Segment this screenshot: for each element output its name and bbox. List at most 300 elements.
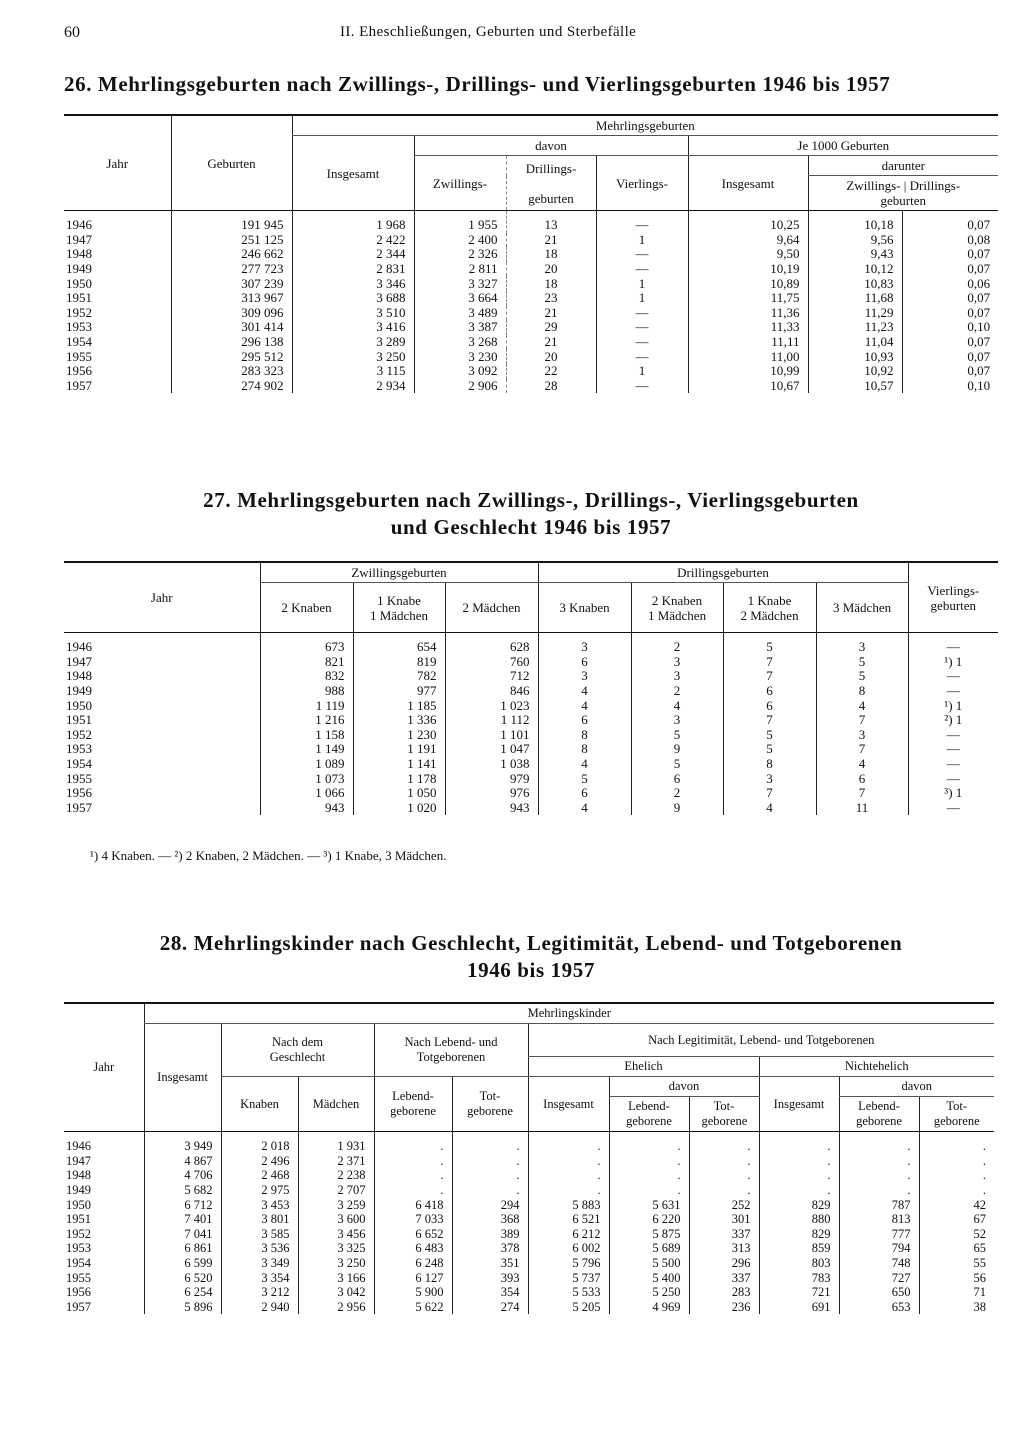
- table-row: [64, 757, 998, 772]
- value-cell: 313: [689, 1241, 759, 1256]
- table-row: [64, 349, 998, 364]
- col-header-davon-nichtehelich: davon: [839, 1077, 994, 1097]
- value-cell: 832: [260, 669, 353, 684]
- value-cell: 251 125: [171, 233, 292, 248]
- value-cell: 5 500: [609, 1256, 689, 1271]
- value-cell: 3 259: [298, 1197, 374, 1212]
- value-cell: 6: [538, 655, 631, 670]
- table-row: [64, 1285, 994, 1300]
- value-cell: 3 230: [414, 349, 506, 364]
- value-cell: ²) 1: [908, 713, 998, 728]
- value-cell: 6 712: [144, 1197, 221, 1212]
- value-cell: 1 185: [353, 698, 445, 713]
- value-cell: 9,56: [808, 233, 902, 248]
- value-cell: 11,33: [688, 320, 808, 335]
- value-cell: 9,64: [688, 233, 808, 248]
- value-cell: 10,12: [808, 262, 902, 277]
- value-cell: ³) 1: [908, 786, 998, 801]
- value-cell: 1 178: [353, 771, 445, 786]
- col-header-ehelich: Ehelich: [528, 1057, 759, 1077]
- value-cell: 52: [919, 1227, 994, 1242]
- col-header-insgesamt-ehelich: Insgesamt: [528, 1077, 609, 1132]
- col-header-nach-lebend: Nach Lebend- und Totgeborenen: [374, 1024, 528, 1077]
- value-cell: 6: [723, 698, 816, 713]
- year-cell: 1949: [66, 683, 92, 699]
- col-header-zwillings: Zwillings-: [414, 156, 506, 211]
- value-cell: 4: [538, 801, 631, 816]
- value-cell: 1 073: [260, 771, 353, 786]
- value-cell: 2 326: [414, 247, 506, 262]
- value-cell: 3 115: [292, 364, 414, 379]
- value-cell: 0,10: [902, 379, 998, 394]
- value-cell: .: [759, 1183, 839, 1198]
- col-header-knaben: Knaben: [221, 1077, 298, 1132]
- value-cell: 10,18: [808, 211, 902, 233]
- value-cell: 2 468: [221, 1168, 298, 1183]
- value-cell: 821: [260, 655, 353, 670]
- value-cell: 274 902: [171, 379, 292, 394]
- value-cell: 3 416: [292, 320, 414, 335]
- value-cell: 11,00: [688, 349, 808, 364]
- value-cell: 0,07: [902, 306, 998, 321]
- col-header-d-1knabe-2maedchen: 1 Knabe 2 Mädchen: [723, 583, 816, 633]
- value-cell: 38: [919, 1300, 994, 1315]
- value-cell: 10,89: [688, 276, 808, 291]
- value-cell: 4: [538, 698, 631, 713]
- value-cell: —: [596, 211, 688, 233]
- value-cell: 56: [919, 1270, 994, 1285]
- value-cell: 1: [596, 233, 688, 248]
- value-cell: 296 138: [171, 335, 292, 350]
- value-cell: .: [374, 1168, 452, 1183]
- value-cell: 313 967: [171, 291, 292, 306]
- value-cell: 0,07: [902, 335, 998, 350]
- value-cell: 2 906: [414, 379, 506, 394]
- value-cell: 2 811: [414, 262, 506, 277]
- value-cell: 3 250: [298, 1256, 374, 1271]
- value-cell: 11,68: [808, 291, 902, 306]
- value-cell: 5 900: [374, 1285, 452, 1300]
- value-cell: 5: [816, 669, 908, 684]
- value-cell: 13: [506, 211, 596, 233]
- value-cell: 1 336: [353, 713, 445, 728]
- value-cell: 813: [839, 1212, 919, 1227]
- value-cell: 11,04: [808, 335, 902, 350]
- value-cell: 307 239: [171, 276, 292, 291]
- value-cell: 10,99: [688, 364, 808, 379]
- value-cell: 1 047: [445, 742, 538, 757]
- year-cell: 1947: [66, 1153, 91, 1168]
- value-cell: 10,57: [808, 379, 902, 394]
- col-header-maedchen: Mädchen: [298, 1077, 374, 1132]
- year-cell: 1957: [66, 377, 92, 393]
- value-cell: 2 707: [298, 1183, 374, 1198]
- value-cell: 782: [353, 669, 445, 684]
- value-cell: 777: [839, 1227, 919, 1242]
- col-header-je1000: Je 1000 Geburten: [688, 136, 998, 156]
- table-row: [64, 1154, 994, 1169]
- col-header-insgesamt-nichtehelich: Insgesamt: [759, 1077, 839, 1132]
- value-cell: —: [908, 633, 998, 655]
- value-cell: 748: [839, 1256, 919, 1271]
- value-cell: 1 101: [445, 728, 538, 743]
- table-row: [64, 786, 998, 801]
- value-cell: 1 230: [353, 728, 445, 743]
- value-cell: 794: [839, 1241, 919, 1256]
- table-row: [64, 247, 998, 262]
- value-cell: .: [609, 1154, 689, 1169]
- value-cell: 4 867: [144, 1154, 221, 1169]
- value-cell: 5: [723, 728, 816, 743]
- value-cell: 4 969: [609, 1300, 689, 1315]
- value-cell: 0,07: [902, 262, 998, 277]
- running-title: II. Eheschließungen, Geburten und Sterbefälle: [340, 24, 637, 40]
- col-header-tot-nichtehelich: Tot-geborene: [919, 1097, 994, 1132]
- value-cell: 29: [506, 320, 596, 335]
- running-head: [64, 22, 998, 44]
- value-cell: 0,07: [902, 291, 998, 306]
- value-cell: 71: [919, 1285, 994, 1300]
- table-26: [64, 114, 998, 393]
- table-row: [64, 1300, 994, 1315]
- value-cell: —: [596, 247, 688, 262]
- col-header-totgeborene: Tot-geborene: [452, 1077, 528, 1132]
- value-cell: 5 205: [528, 1300, 609, 1315]
- value-cell: 829: [759, 1197, 839, 1212]
- value-cell: 11,11: [688, 335, 808, 350]
- year-cell: 1954: [66, 756, 92, 772]
- value-cell: 7: [723, 786, 816, 801]
- col-header-nichtehelich: Nichtehelich: [759, 1057, 994, 1077]
- table-28-title: 28. Mehrlingskinder nach Geschlecht, Legitimität, Lebend- und Totgeborenen 1946 bis 1957: [159, 931, 903, 982]
- table-row: [64, 728, 998, 743]
- value-cell: 5 875: [609, 1227, 689, 1242]
- table-27: [64, 561, 998, 815]
- value-cell: .: [609, 1132, 689, 1154]
- value-cell: 2 018: [221, 1132, 298, 1154]
- value-cell: 654: [353, 633, 445, 655]
- table-row: [64, 684, 998, 699]
- value-cell: 4 706: [144, 1168, 221, 1183]
- value-cell: 6: [538, 713, 631, 728]
- col-header-davon: davon: [414, 136, 688, 156]
- value-cell: 6 248: [374, 1256, 452, 1271]
- col-header-darunter: darunter: [808, 156, 998, 176]
- col-header-lebendgeborene: Lebend-geborene: [374, 1077, 452, 1132]
- value-cell: 1: [596, 276, 688, 291]
- value-cell: 0,07: [902, 364, 998, 379]
- value-cell: 1 955: [414, 211, 506, 233]
- value-cell: 6: [538, 786, 631, 801]
- table-row: [64, 742, 998, 757]
- value-cell: 2 975: [221, 1183, 298, 1198]
- col-header-d-3maedchen: 3 Mädchen: [816, 583, 908, 633]
- value-cell: .: [759, 1154, 839, 1169]
- value-cell: 977: [353, 684, 445, 699]
- value-cell: 2 422: [292, 233, 414, 248]
- value-cell: 3 268: [414, 335, 506, 350]
- value-cell: 8: [723, 757, 816, 772]
- value-cell: 5 796: [528, 1256, 609, 1271]
- value-cell: 3 664: [414, 291, 506, 306]
- year-cell: 1953: [66, 741, 92, 757]
- value-cell: 67: [919, 1212, 994, 1227]
- value-cell: —: [908, 801, 998, 816]
- col-header-z-2knaben: 2 Knaben: [260, 583, 353, 633]
- value-cell: 1: [596, 291, 688, 306]
- col-header-zwillingsgeburten: Zwillingsgeburten: [260, 562, 538, 583]
- value-cell: 7 401: [144, 1212, 221, 1227]
- year-cell: 1948: [66, 246, 92, 262]
- year-cell: 1950: [66, 275, 92, 291]
- value-cell: 0,07: [902, 211, 998, 233]
- table-row: [64, 320, 998, 335]
- value-cell: 3 456: [298, 1227, 374, 1242]
- year-cell: 1952: [66, 726, 92, 742]
- value-cell: 301 414: [171, 320, 292, 335]
- value-cell: 1 149: [260, 742, 353, 757]
- value-cell: 301: [689, 1212, 759, 1227]
- col-header-vierlingsgeburten: Vierlings-geburten: [908, 562, 998, 633]
- table-row: [64, 262, 998, 277]
- value-cell: .: [919, 1154, 994, 1169]
- value-cell: 3 289: [292, 335, 414, 350]
- value-cell: 6 861: [144, 1241, 221, 1256]
- value-cell: .: [374, 1132, 452, 1154]
- value-cell: 5 622: [374, 1300, 452, 1315]
- year-cell: 1955: [66, 1270, 91, 1285]
- value-cell: 8: [538, 742, 631, 757]
- value-cell: 819: [353, 655, 445, 670]
- value-cell: 3 166: [298, 1270, 374, 1285]
- value-cell: 1 216: [260, 713, 353, 728]
- value-cell: .: [839, 1168, 919, 1183]
- value-cell: —: [596, 349, 688, 364]
- col-header-lebend-ehelich: Lebend-geborene: [609, 1097, 689, 1132]
- value-cell: 2 238: [298, 1168, 374, 1183]
- value-cell: 6: [816, 771, 908, 786]
- value-cell: 859: [759, 1241, 839, 1256]
- col-header-insgesamt-je1000: Insgesamt: [688, 156, 808, 211]
- table-row: [64, 1183, 994, 1198]
- value-cell: 0,08: [902, 233, 998, 248]
- value-cell: 628: [445, 633, 538, 655]
- value-cell: .: [609, 1183, 689, 1198]
- table-27-title: 27. Mehrlingsgeburten nach Zwillings-, Drillings-, Vierlingsgeburten und Geschlecht 1946 bis 1957: [203, 488, 859, 539]
- value-cell: 337: [689, 1270, 759, 1285]
- year-cell: 1947: [66, 231, 92, 247]
- value-cell: .: [689, 1183, 759, 1198]
- value-cell: .: [689, 1132, 759, 1154]
- table-row: [64, 276, 998, 291]
- value-cell: 296: [689, 1256, 759, 1271]
- value-cell: 4: [816, 698, 908, 713]
- value-cell: .: [839, 1154, 919, 1169]
- value-cell: 368: [452, 1212, 528, 1227]
- value-cell: 1 158: [260, 728, 353, 743]
- value-cell: 10,67: [688, 379, 808, 394]
- value-cell: .: [528, 1168, 609, 1183]
- value-cell: 10,92: [808, 364, 902, 379]
- table-27-body: [64, 633, 998, 816]
- col-header-nach-geschlecht: Nach dem Geschlecht: [221, 1024, 374, 1077]
- table-row: [64, 364, 998, 379]
- value-cell: 988: [260, 684, 353, 699]
- value-cell: 979: [445, 771, 538, 786]
- table-row: [64, 1241, 994, 1256]
- value-cell: 10,93: [808, 349, 902, 364]
- value-cell: 7: [723, 713, 816, 728]
- value-cell: .: [452, 1183, 528, 1198]
- table-row: [64, 771, 998, 786]
- value-cell: 337: [689, 1227, 759, 1242]
- value-cell: 21: [506, 306, 596, 321]
- col-header-insgesamt: Insgesamt: [292, 136, 414, 211]
- value-cell: .: [528, 1183, 609, 1198]
- col-header-z-2maedchen: 2 Mädchen: [445, 583, 538, 633]
- value-cell: 236: [689, 1300, 759, 1315]
- value-cell: —: [596, 335, 688, 350]
- value-cell: 8: [816, 684, 908, 699]
- value-cell: 760: [445, 655, 538, 670]
- value-cell: 6 521: [528, 1212, 609, 1227]
- value-cell: 6 652: [374, 1227, 452, 1242]
- value-cell: 6: [631, 771, 723, 786]
- value-cell: 5: [723, 633, 816, 655]
- value-cell: .: [374, 1154, 452, 1169]
- value-cell: 1 191: [353, 742, 445, 757]
- value-cell: 22: [506, 364, 596, 379]
- value-cell: 10,25: [688, 211, 808, 233]
- value-cell: ¹) 1: [908, 655, 998, 670]
- value-cell: .: [452, 1132, 528, 1154]
- value-cell: —: [596, 306, 688, 321]
- table-26-body: [64, 211, 998, 394]
- value-cell: .: [839, 1183, 919, 1198]
- value-cell: 5 682: [144, 1183, 221, 1198]
- value-cell: 846: [445, 684, 538, 699]
- value-cell: 389: [452, 1227, 528, 1242]
- value-cell: 1 112: [445, 713, 538, 728]
- value-cell: 2: [631, 633, 723, 655]
- value-cell: —: [908, 728, 998, 743]
- value-cell: —: [908, 757, 998, 772]
- value-cell: ¹) 1: [908, 698, 998, 713]
- value-cell: 393: [452, 1270, 528, 1285]
- value-cell: 650: [839, 1285, 919, 1300]
- value-cell: 65: [919, 1241, 994, 1256]
- value-cell: 378: [452, 1241, 528, 1256]
- value-cell: 1 931: [298, 1132, 374, 1154]
- col-header-tot-ehelich: Tot-geborene: [689, 1097, 759, 1132]
- value-cell: 6: [723, 684, 816, 699]
- col-header-d-2knaben-1maedchen: 2 Knaben 1 Mädchen: [631, 583, 723, 633]
- value-cell: 5 737: [528, 1270, 609, 1285]
- value-cell: 3: [538, 633, 631, 655]
- table-row: [64, 698, 998, 713]
- value-cell: 274: [452, 1300, 528, 1315]
- value-cell: 2 344: [292, 247, 414, 262]
- value-cell: —: [908, 669, 998, 684]
- table-28: [64, 1002, 994, 1314]
- value-cell: 3: [723, 771, 816, 786]
- table-26-title: 26. Mehrlingsgeburten nach Zwillings-, Drillings- und Vierlingsgeburten 1946 bis 1957: [64, 72, 891, 96]
- value-cell: 7: [723, 669, 816, 684]
- value-cell: 10,83: [808, 276, 902, 291]
- value-cell: 252: [689, 1197, 759, 1212]
- value-cell: 6 599: [144, 1256, 221, 1271]
- value-cell: 21: [506, 233, 596, 248]
- year-cell: 1950: [66, 697, 92, 713]
- year-cell: 1953: [66, 319, 92, 335]
- value-cell: 6 483: [374, 1241, 452, 1256]
- value-cell: 880: [759, 1212, 839, 1227]
- col-header-jahr: Jahr: [93, 1060, 115, 1074]
- value-cell: 1: [596, 364, 688, 379]
- value-cell: 6 002: [528, 1241, 609, 1256]
- value-cell: 6 220: [609, 1212, 689, 1227]
- value-cell: 20: [506, 349, 596, 364]
- value-cell: 7: [816, 786, 908, 801]
- year-cell: 1950: [66, 1197, 91, 1212]
- year-cell: 1946: [66, 1139, 91, 1154]
- table-27-footnote: ¹) 4 Knaben. — ²) 2 Knaben, 2 Mädchen. — ³) 1 Knabe, 3 Mädchen.: [90, 848, 447, 863]
- value-cell: 21: [506, 335, 596, 350]
- table-row: [64, 1197, 994, 1212]
- value-cell: 6 520: [144, 1270, 221, 1285]
- value-cell: 18: [506, 276, 596, 291]
- value-cell: 20: [506, 262, 596, 277]
- value-cell: 23: [506, 291, 596, 306]
- table-27-header: [64, 562, 998, 633]
- table-row: [64, 379, 998, 394]
- value-cell: 653: [839, 1300, 919, 1315]
- value-cell: 4: [816, 757, 908, 772]
- value-cell: 191 945: [171, 211, 292, 233]
- value-cell: 6 254: [144, 1285, 221, 1300]
- value-cell: —: [908, 742, 998, 757]
- value-cell: 6 127: [374, 1270, 452, 1285]
- value-cell: .: [452, 1154, 528, 1169]
- value-cell: 2 956: [298, 1300, 374, 1315]
- value-cell: 7: [816, 742, 908, 757]
- value-cell: 3: [816, 633, 908, 655]
- value-cell: 3 510: [292, 306, 414, 321]
- col-header-d-3knaben: 3 Knaben: [538, 583, 631, 633]
- table-row: [64, 1256, 994, 1271]
- year-cell: 1947: [66, 653, 92, 669]
- value-cell: 11,23: [808, 320, 902, 335]
- value-cell: 11,75: [688, 291, 808, 306]
- value-cell: 5 250: [609, 1285, 689, 1300]
- year-cell: 1957: [66, 799, 92, 815]
- value-cell: 1 050: [353, 786, 445, 801]
- value-cell: 3: [631, 655, 723, 670]
- value-cell: 5: [631, 728, 723, 743]
- table-row: [64, 655, 998, 670]
- value-cell: 3 349: [221, 1256, 298, 1271]
- value-cell: 3: [538, 669, 631, 684]
- value-cell: 4: [538, 757, 631, 772]
- year-cell: 1954: [66, 334, 92, 350]
- col-header-drillingsgeburten: Drillingsgeburten: [538, 562, 908, 583]
- value-cell: 1 089: [260, 757, 353, 772]
- table-26-header: [64, 115, 998, 211]
- value-cell: 3 042: [298, 1285, 374, 1300]
- col-header-mehrlingsgeburten: Mehrlingsgeburten: [292, 115, 998, 136]
- value-cell: 783: [759, 1270, 839, 1285]
- value-cell: 943: [260, 801, 353, 816]
